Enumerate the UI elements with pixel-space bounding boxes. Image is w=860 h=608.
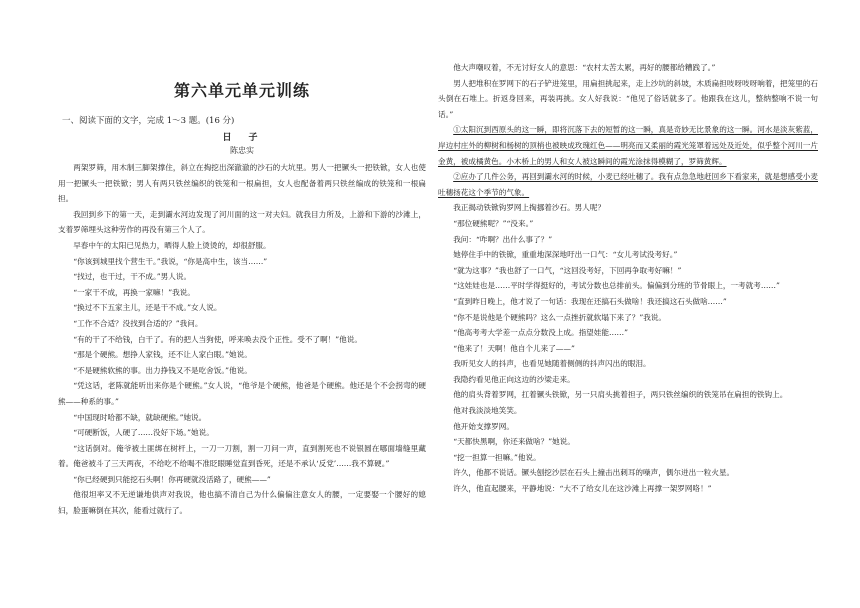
left-paragraph: 他很坦率又不无逆谦地供声对我说，他也搞不清自己为什么偏偏注意女人的腰，一定要娶一个腰好的媳妇，脸蛋嘛倒在其次，能看过就行了。 — [58, 490, 426, 516]
right-paragraph — [438, 122, 818, 169]
left-paragraph: “不是硬熊软熊的事。出力挣钱又不是吃舍饭。”他说。 — [73, 365, 252, 375]
right-paragraph — [438, 263, 818, 279]
story-author: 陈忠实 — [230, 146, 254, 155]
paragraph-text: 他对我淡淡地笑笑。 — [453, 406, 522, 416]
paragraph-text: “直到昨日晚上，他才说了一句话：我现在还搞石头做啥！我还搞这石头做啥……” — [453, 296, 727, 306]
paragraph-text: 他开始支撑罗网。 — [453, 421, 514, 431]
left-paragraph: 两架罗筛，用木制三脚架撑住，斜立在掏挖出深澈澈的沙石的大坑里。男人一把镢头一把铁锨，女人也使用一把镢头一把铁锨；男人有两只铁丝编织的铁笼和一根扁担，女人也配备着两只铁丝编成的铁笼和一根扁担。 — [58, 163, 426, 204]
left-paragraph: “找过，也干过，干不成。”男人说。 — [73, 272, 192, 282]
right-paragraph — [438, 278, 818, 294]
right-text-body — [438, 60, 818, 497]
paragraph-text: 他的肩头背着罗网，扛着镢头铁锨，另一只肩头挑着担子，两只铁丝编织的铁笼吊在扁担的铁钩上。 — [453, 390, 788, 400]
paragraph-text: “挖一担算一担嘛。”他说。 — [453, 452, 541, 462]
left-paragraph: 我回到乡下的第一天，走到灞水河边发现了河川面的这一对夫妇。就我目力所及，上游和下游的沙滩上，支着罗筛埋头这种劳作的再没有第三个人了。 — [58, 209, 426, 235]
paragraph-text: 许久，他都不说话。镢头刨挖沙层在石头上撞击出刺耳的噪声，偶尔迸出一粒火星。 — [453, 468, 735, 478]
left-paragraph: “有的干了不给钱，白干了。有的把人当狗使，呼来唤去没个正性。受不了啊！”他说。 — [73, 334, 362, 344]
paragraph-text: 她停住手中的铁锨，重重地深深地吁出一口气：“女儿考试没考好。” — [453, 250, 678, 260]
paragraph-text: “这娃娃也是……平时学得挺好的，考试分数也总排前头。偏偏到分班的节骨眼上，一考就考……” — [453, 281, 780, 291]
left-paragraph: “这话倒对。俺爷被土匪绑在树杆上，一刀一刀割，割一刀问一声，直到割死也不说银圆在哪面墙缝里藏着。俺爸被斗了三天两夜，不给吃不给喝不准眨眼睡觉直到昏死，还是不承认‘反党’……我不算硬。” — [58, 443, 426, 469]
right-paragraph — [438, 465, 818, 481]
left-paragraph: “你已经硬到只能挖石头啊！你再硬就没活路了，硬熊——” — [73, 474, 271, 484]
right-paragraph — [438, 310, 818, 326]
paragraph-text: 我问：“咋啊？出什么事了？” — [453, 234, 553, 244]
paragraph-text: “他来了！天啊！他自个儿来了——” — [453, 343, 575, 353]
left-text-body — [58, 160, 426, 519]
right-paragraph — [438, 247, 818, 263]
left-paragraph: “你该到城里找个营生干。”我说，“你是高中生，该当……” — [73, 256, 268, 266]
left-paragraph: “换过不下五家主儿，还是干不成。”女人说。 — [73, 303, 222, 313]
right-paragraph — [438, 372, 818, 388]
right-paragraph — [438, 356, 818, 372]
paragraph-text: 许久，他直起腰来，平静地说：“大不了给女儿在这沙滩上再撑一架罗网咯！” — [453, 484, 712, 494]
left-paragraph: “一家干不成，再换一家嘛！”我说。 — [73, 287, 195, 297]
right-paragraph — [438, 60, 818, 76]
paragraph-text: 男人把堆积在罗网下的石子铲进笼里，用扁担挑起来，走上沙坑的斜坡，木质扁担吱呀吱呀响着，把笼里的石头倒在石堆上。折返身回来，再装再挑。女人好我说：“他见了俗话就多了。他跟我在这儿，整纳整响不说一句话。” — [438, 78, 818, 119]
right-paragraph — [438, 216, 818, 232]
paragraph-text: 我正揭动铁锨钩罗网上掏挪着沙石。男人呢？ — [453, 203, 606, 213]
right-paragraph — [438, 325, 818, 341]
right-paragraph — [438, 232, 818, 248]
right-paragraph — [438, 481, 818, 497]
paragraph-text: 他大声嘲叹着，不无讨好女人的意思：“农村太苦太累，再好的腰都给糟践了。” — [453, 63, 716, 72]
paragraph-text: 我隐约看见他正向这边的沙梁走来。 — [453, 374, 575, 384]
paragraph-text: “天都快黑啊，你还来做啥？”她说。 — [453, 437, 575, 447]
page-title: 第六单元单元训练 — [173, 81, 310, 100]
right-paragraph — [438, 294, 818, 310]
paragraph-text: “那位硬熊呢？”“没来。” — [453, 218, 534, 228]
paragraph-text: “你不是说他是个硬熊吗？这么一点挫折就软塌下来了？”我说。 — [453, 312, 666, 322]
left-paragraph: “那是个硬熊。想挣人家钱，还不让人家白眼。”她说。 — [73, 350, 252, 360]
right-paragraph — [438, 434, 818, 450]
right-paragraph — [438, 419, 818, 435]
left-paragraph: “工作不合适？没找到合适的？”我问。 — [73, 318, 203, 328]
paragraph-text: 我听见女人的抖声，也看见她随着侧侧的抖声闪出的眼泪。 — [453, 359, 651, 369]
story-title: 日 子 — [222, 133, 262, 143]
right-paragraph — [438, 200, 818, 216]
left-paragraph: “可硬断饭，人硬了……没好下场。”她说。 — [73, 428, 214, 438]
right-paragraph — [438, 76, 818, 123]
right-paragraph — [438, 403, 818, 419]
right-paragraph — [438, 341, 818, 357]
right-paragraph — [438, 450, 818, 466]
left-paragraph: “凭这话，老陈就能听出来你是个硬熊。”女人说，“他爷是个硬熊，他爸是个硬熊。他还是个不会拐弯的硬熊——种系的事。” — [58, 381, 426, 406]
underlined-passage: ②应办了几件公务，再回到灞水河的时候，小麦已经吐穗了。我有点急急地赶回乡下看家来，就是想感受小麦吐穗扬花这个季节的气象。 — [438, 172, 818, 197]
underlined-passage: ①太阳沉到西原头的这一瞬，即将沉落下去的短暂的这一瞬，真是奇妙无比景象的这一瞬。河水是淡灰紫蓝，岸边村庄外的柳树和杨树的顶梢也被映成玫瑰红色——明亮而又柔丽的霞光笼罩着远处及近处，似乎整个河川一片金黄，被成橘黄色。小木桥上的男人和女人被这瞬间的霞光涂抹得模糊了，罗筛黄辉。 — [438, 125, 818, 166]
paragraph-text: “就为这事？”我也舒了一口气，“这回没考好，下回再争取考好嘛！” — [453, 265, 682, 275]
right-paragraph — [438, 169, 818, 200]
paragraph-text: “他高考考大学差一点点分数没上成。指望娃能……” — [453, 328, 629, 338]
left-paragraph: 早春中午的太阳已见热力，晒得人脸上烫烫的，却很舒服。 — [73, 240, 271, 250]
section-instruction: 一、阅读下面的文字，完成 1～3 题。(16 分) — [62, 116, 235, 126]
right-paragraph — [438, 387, 818, 403]
left-paragraph: “中国现时哈都不缺，就缺硬熊。”她说。 — [73, 412, 207, 422]
